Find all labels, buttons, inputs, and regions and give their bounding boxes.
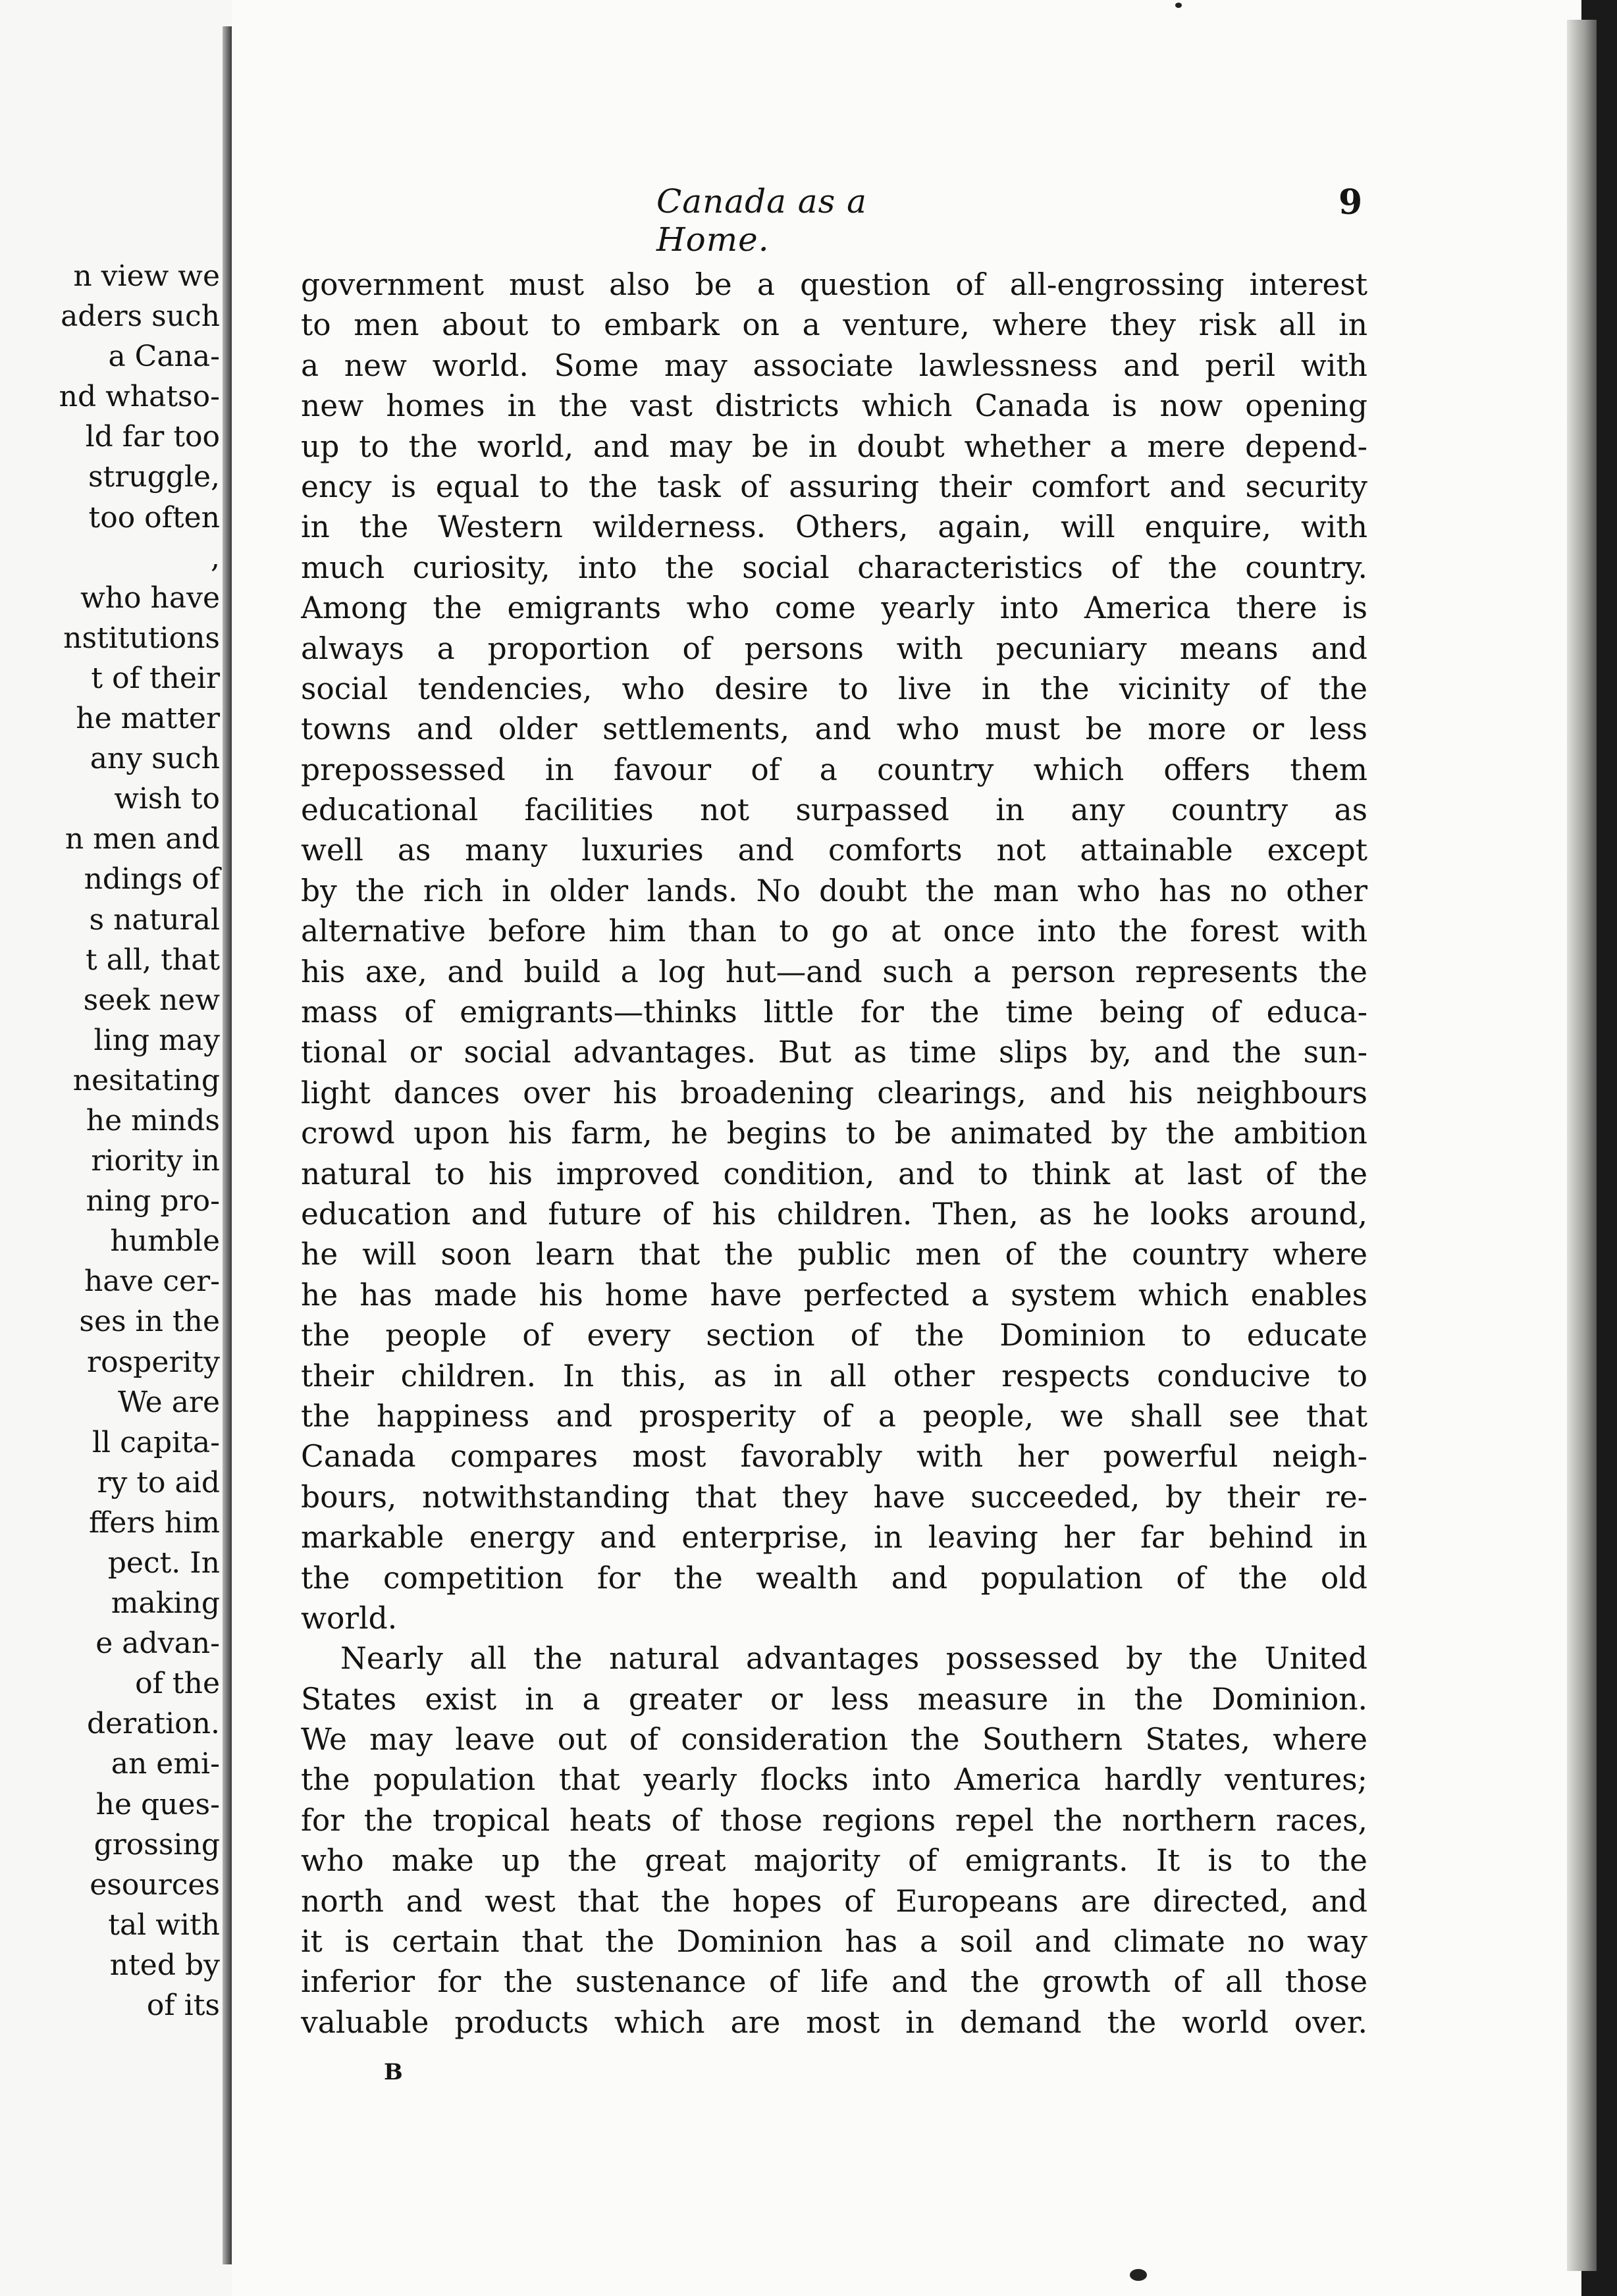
text-line: inferior for the sustenance of life and the growth of all those <box>301 1964 1367 2000</box>
previous-page-line: esources <box>90 1867 220 1902</box>
previous-page-line: n view we <box>73 259 220 293</box>
text-line: markable energy and enterprise, in leaving her far behind in <box>301 1520 1367 1555</box>
text-line: much curiosity, into the social characteristics of the country. <box>301 550 1367 585</box>
previous-page-line: he matter <box>76 702 220 736</box>
text-line: for the tropical heats of those regions repel the northern races, <box>301 1802 1367 1838</box>
text-line: mass of emigrants—thinks little for the time being of educa- <box>301 995 1367 1030</box>
previous-page-line: pect. In <box>107 1546 220 1580</box>
previous-page-line: t all, that <box>86 943 220 977</box>
previous-page-line: nesitating <box>72 1063 220 1097</box>
previous-page-line: tal with <box>108 1908 220 1942</box>
previous-page-line: making <box>111 1586 220 1621</box>
previous-page-line: ndings of <box>84 862 220 897</box>
text-line: up to the world, and may be in doubt whether a mere depend- <box>301 429 1367 464</box>
previous-page-line: e advan- <box>95 1627 220 1661</box>
text-line: he will soon learn that the public men of the country where <box>301 1237 1367 1272</box>
previous-page-line: n men and <box>65 822 220 856</box>
text-line: ency is equal to the task of assuring their comfort and security <box>301 469 1367 504</box>
text-line: social tendencies, who desire to live in the vicinity of the <box>301 671 1367 706</box>
text-line: alternative before him than to go at once into the forest with <box>301 914 1367 949</box>
text-line: to men about to embark on a venture, where they risk all in <box>301 307 1367 343</box>
text-line: the population that yearly flocks into America hardly ventures; <box>301 1762 1367 1798</box>
text-line: new homes in the vast districts which Canada is now opening <box>301 388 1367 424</box>
previous-page-line: any such <box>90 742 220 776</box>
text-line: bours, notwithstanding that they have succeeded, by their re- <box>301 1479 1367 1515</box>
previous-page-line: We are <box>118 1385 220 1419</box>
page-number: 9 <box>1339 182 1363 222</box>
scan-speck <box>1175 3 1182 8</box>
previous-page-text <box>0 256 230 2025</box>
previous-page-line: ry to aid <box>97 1465 220 1500</box>
text-line: natural to his improved condition, and to think at last of the <box>301 1156 1367 1191</box>
text-line: the people of every section of the Dominion to educate <box>301 1318 1367 1353</box>
previous-page-line: aders such <box>61 300 220 334</box>
previous-page-line: he minds <box>86 1103 220 1137</box>
previous-page-line: a Cana- <box>108 340 220 374</box>
previous-page-line: ld far too <box>85 420 220 454</box>
book-gutter <box>223 26 232 2264</box>
previous-page-line: rosperity <box>87 1345 220 1379</box>
previous-page-line: ling may <box>93 1023 220 1057</box>
signature-mark: B <box>384 2059 403 2085</box>
text-line: he has made his home have perfected a system which enables <box>301 1277 1367 1313</box>
text-line: towns and older settlements, and who must be more or less <box>301 712 1367 747</box>
previous-page-line: deration. <box>86 1707 220 1741</box>
previous-page-line: ses in the <box>79 1305 220 1339</box>
text-line: their children. In this, as in all other respects conducive to <box>301 1358 1367 1394</box>
running-head: Canada as a Home. <box>656 182 867 259</box>
previous-page-line: t of their <box>91 661 220 695</box>
text-line: valuable products which are most in demand the world over. <box>301 2004 1367 2040</box>
text-line: the happiness and prosperity of a people, we shall see that <box>301 1398 1367 1434</box>
text-line: north and west that the hopes of Europeans are directed, and <box>301 1883 1367 1919</box>
previous-page-fragment <box>0 0 232 2296</box>
text-line: who make up the great majority of emigrants. It is to the <box>301 1843 1367 1879</box>
previous-page-line: an emi- <box>111 1747 220 1781</box>
text-line: the competition for the wealth and population of the old <box>301 1560 1367 1596</box>
previous-page-line: riority in <box>91 1144 220 1178</box>
text-line: by the rich in older lands. No doubt the man who has no other <box>301 873 1367 908</box>
text-line: We may leave out of consideration the Southern States, where <box>301 1722 1367 1758</box>
previous-page-line: ning pro- <box>86 1184 220 1218</box>
previous-page-line: of its <box>146 1989 220 2023</box>
text-line: educational facilities not surpassed in any country as <box>301 793 1367 828</box>
previous-page-line: ffers him <box>88 1505 220 1540</box>
page-edge <box>1567 20 1597 2271</box>
text-line: Among the emigrants who come yearly into America there is <box>301 590 1367 626</box>
previous-page-line: ll capita- <box>92 1425 220 1459</box>
previous-page-line: who have <box>80 581 220 615</box>
text-line: prepossessed in favour of a country which offers them <box>301 752 1367 787</box>
text-line: government must also be a question of all-engrossing interest <box>301 267 1367 302</box>
previous-page-line: struggle, <box>88 460 220 494</box>
previous-page-line: , <box>211 540 220 575</box>
text-line: Canada compares most favorably with her powerful neigh- <box>301 1439 1367 1474</box>
previous-page-line: s natural <box>89 902 220 937</box>
text-line: Nearly all the natural advantages possessed by the United <box>340 1641 1367 1677</box>
text-line: it is certain that the Dominion has a soil and climate no way <box>301 1924 1367 1960</box>
scan-speck <box>1130 2269 1147 2281</box>
previous-page-line: grossing <box>93 1827 220 1862</box>
text-line: education and future of his children. Then, as he looks around, <box>301 1196 1367 1232</box>
text-line: always a proportion of persons with pecuniary means and <box>301 631 1367 666</box>
previous-page-line: nstitutions <box>63 621 220 655</box>
text-line: tional or social advantages. But as time slips by, and the sun- <box>301 1035 1367 1070</box>
previous-page-line: of the <box>135 1667 220 1701</box>
previous-page-line: seek new <box>83 983 220 1017</box>
previous-page-line: humble <box>110 1224 220 1259</box>
text-line: crowd upon his farm, he begins to be animated by the ambition <box>301 1116 1367 1151</box>
text-line: a new world. Some may associate lawlessness and peril with <box>301 348 1367 383</box>
text-line: States exist in a greater or less measure in the Dominion. <box>301 1681 1367 1717</box>
text-line: his axe, and build a log hut—and such a person represents the <box>301 954 1367 989</box>
text-line: world. <box>301 1600 398 1636</box>
previous-page-line: too often <box>88 500 220 535</box>
text-line: light dances over his broadening clearings, and his neighbours <box>301 1075 1367 1110</box>
previous-page-line: nd whatso- <box>59 380 220 414</box>
previous-page-line: wish to <box>114 782 220 816</box>
previous-page-line: have cer- <box>84 1265 220 1299</box>
body-text <box>301 265 1367 2043</box>
text-line: in the Western wilderness. Others, again, will enquire, with <box>301 509 1367 545</box>
text-line: well as many luxuries and comforts not attainable except <box>301 833 1367 868</box>
previous-page-line: he ques- <box>95 1787 220 1821</box>
previous-page-line: nted by <box>109 1948 220 1982</box>
